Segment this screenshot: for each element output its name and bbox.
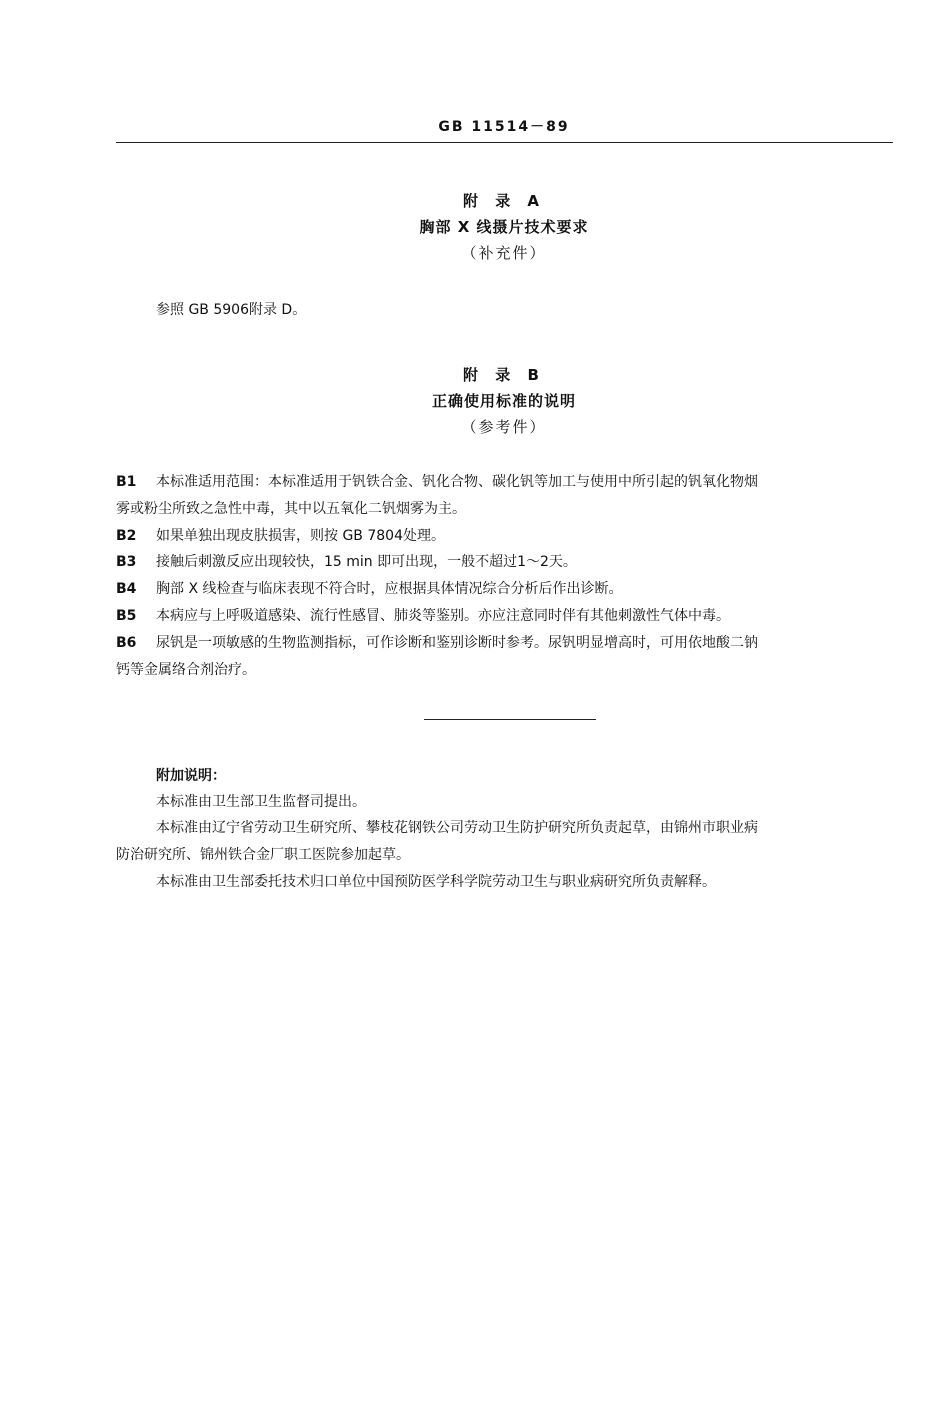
section-end-divider: [424, 719, 596, 720]
item-text: 本标准适用范围：本标准适用于钒铁合金、钒化合物、碳化钒等加工与使用中所引起的钒氧化物烟: [156, 474, 758, 490]
item-number: B4: [116, 581, 137, 597]
item-number: B3: [116, 554, 137, 570]
notes-title: 附加说明：: [156, 768, 226, 784]
list-item: [116, 577, 896, 602]
note-line: 本标准由卫生部卫生监督司提出。: [156, 794, 366, 810]
list-item: [116, 550, 896, 575]
list-item: [116, 604, 896, 629]
item-text: 本病应与上呼吸道感染、流行性感冒、肺炎等鉴别。亦应注意同时伴有其他刺激性气体中毒。: [156, 608, 730, 624]
item-number: B1: [116, 474, 137, 490]
item-text: 胸部 X 线检查与临床表现不符合时，应根据具体情况综合分析后作出诊断。: [156, 581, 623, 597]
item-continuation: 钙等金属络合剂治疗。: [116, 662, 256, 678]
list-item: [116, 524, 896, 549]
list-item: [116, 470, 896, 495]
note-line: 本标准由卫生部委托技术归口单位中国预防医学科学院劳动卫生与职业病研究所负责解释。: [156, 874, 716, 890]
item-text: 如果单独出现皮肤损害，则按 GB 7804处理。: [156, 528, 445, 544]
appendix-a-title: 胸部 X 线摄片技术要求: [419, 218, 589, 236]
item-text: 接触后刺激反应出现较快，15 min 即可出现，一般不超过1～2天。: [156, 554, 577, 570]
appendix-a-kind: （补充件）: [461, 244, 547, 262]
item-number: B2: [116, 528, 137, 544]
appendix-a-text: 参照 GB 5906附录 D。: [156, 302, 307, 318]
item-continuation: 雾或粉尘所致之急性中毒，其中以五氧化二钒烟雾为主。: [116, 501, 466, 517]
appendix-b-label: 附 录 B: [463, 366, 545, 384]
item-text: 尿钒是一项敏感的生物监测指标，可作诊断和鉴别诊断时参考。尿钒明显增高时，可用依地酸二钠: [156, 635, 758, 651]
list-item: [116, 631, 896, 656]
header-divider: [116, 142, 893, 143]
item-number: B6: [116, 635, 137, 651]
appendix-b-kind: （参考件）: [461, 418, 547, 436]
note-line: 本标准由辽宁省劳动卫生研究所、攀枝花钢铁公司劳动卫生防护研究所负责起草，由锦州市职业病: [156, 820, 758, 836]
appendix-a-label: 附 录 A: [462, 192, 546, 210]
note-line: 防治研究所、锦州铁合金厂职工医院参加起草。: [116, 847, 410, 863]
appendix-b-title: 正确使用标准的说明: [431, 392, 576, 410]
standard-code: GB 11514－89: [438, 119, 570, 135]
item-number: B5: [116, 608, 137, 624]
